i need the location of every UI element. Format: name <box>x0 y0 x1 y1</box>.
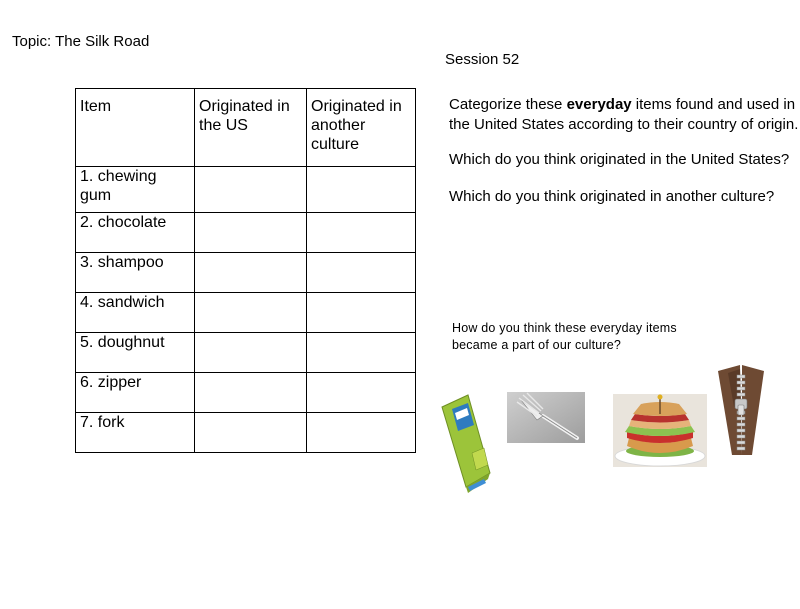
us-cell[interactable] <box>195 213 307 253</box>
item-cell: 2. chocolate <box>76 213 195 253</box>
categorize-table <box>75 88 416 453</box>
sandwich-image <box>613 394 707 467</box>
question-other-culture: Which do you think originated in another culture? <box>449 188 775 205</box>
item-cell: 1. chewing gum <box>76 167 195 213</box>
header-item: Item <box>76 89 195 167</box>
other-cell[interactable] <box>307 413 416 453</box>
table-row <box>76 253 416 293</box>
session-label: Session 52 <box>445 51 520 68</box>
table-row <box>76 213 416 253</box>
zipper-image <box>718 365 764 455</box>
table-header-row <box>76 89 416 167</box>
us-cell[interactable] <box>195 293 307 333</box>
us-cell[interactable] <box>195 253 307 293</box>
other-cell[interactable] <box>307 167 416 213</box>
instruction-categorize <box>449 95 799 135</box>
question-how: How do you think these everyday items became a part of our culture? <box>452 321 677 352</box>
us-cell[interactable] <box>195 413 307 453</box>
item-cell: 3. shampoo <box>76 253 195 293</box>
instruction-text: items found and used in the United States according to their country of origin. <box>449 96 799 133</box>
item-cell: 4. sandwich <box>76 293 195 333</box>
header-originated-other: Originated in another culture <box>307 89 416 167</box>
other-cell[interactable] <box>307 373 416 413</box>
other-cell[interactable] <box>307 333 416 373</box>
other-cell[interactable] <box>307 213 416 253</box>
us-cell[interactable] <box>195 373 307 413</box>
table-row <box>76 293 416 333</box>
table-row <box>76 167 416 213</box>
question-us: Which do you think originated in the United States? <box>449 151 790 168</box>
chewing-gum-image <box>438 393 494 495</box>
table-row <box>76 333 416 373</box>
table-row <box>76 413 416 453</box>
item-cell: 7. fork <box>76 413 195 453</box>
item-cell: 6. zipper <box>76 373 195 413</box>
instruction-text: Categorize these <box>449 96 567 113</box>
header-originated-us: Originated in the US <box>195 89 307 167</box>
table-row <box>76 373 416 413</box>
other-cell[interactable] <box>307 253 416 293</box>
other-cell[interactable] <box>307 293 416 333</box>
item-cell: 5. doughnut <box>76 333 195 373</box>
fork-image <box>507 392 585 443</box>
instruction-bold-word: everyday <box>566 96 632 113</box>
topic-title: Topic: The Silk Road <box>12 33 150 50</box>
us-cell[interactable] <box>195 167 307 213</box>
us-cell[interactable] <box>195 333 307 373</box>
